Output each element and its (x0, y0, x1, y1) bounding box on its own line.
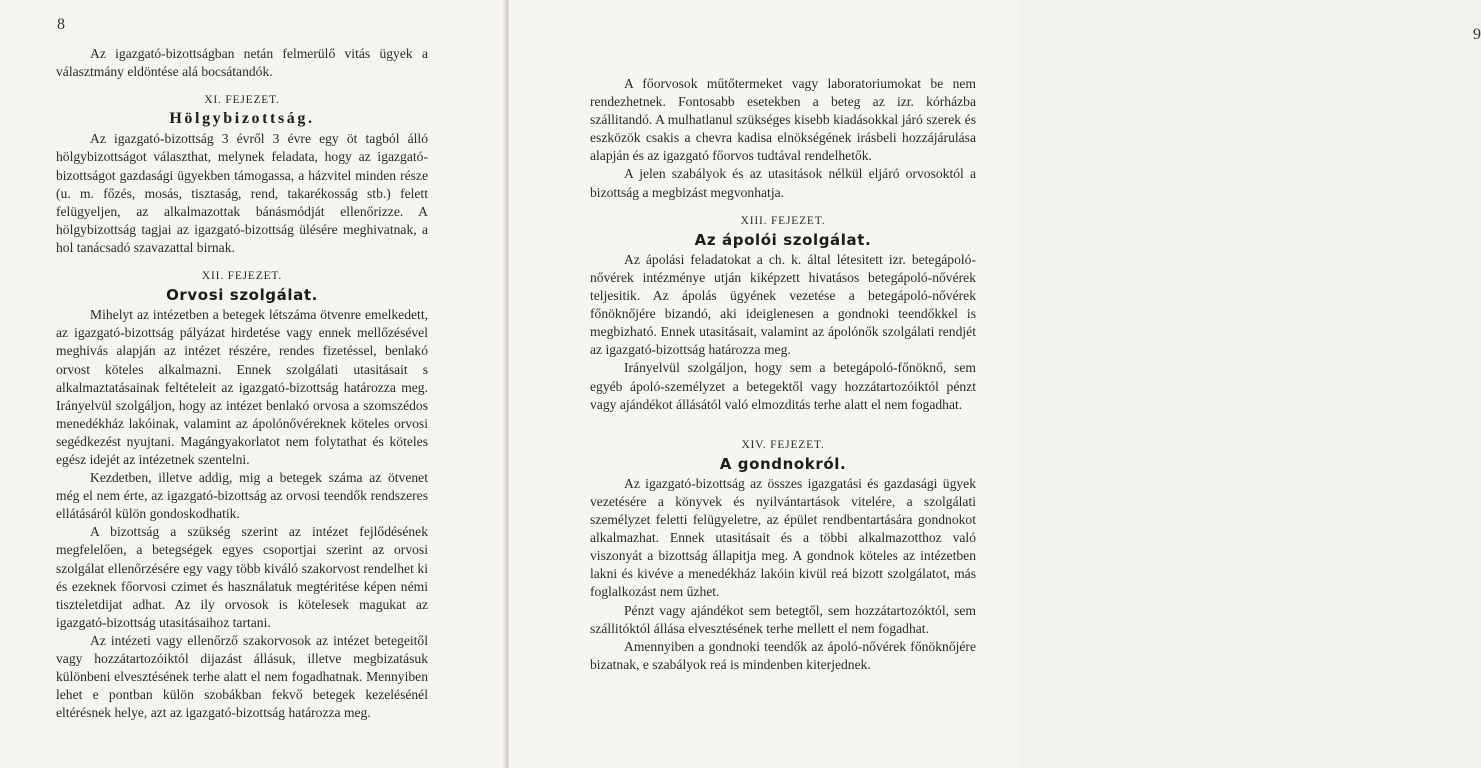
left-text-column (56, 45, 428, 722)
chapter-xiv-paragraph-1: Az igazgató-bizottság az összes igazgatási és gazdasági ügyek vezetésére a könyvek és nyilvántartások vitelére, a szolgálati személyzet feletti felügyeletre, az épület rendbentartására gondnokot alkalmazhat. Ennek utasitásait és a többi alkalmazotthoz való viszonyát a bizottság állapitja meg. A gondnok köteles az intézetben lakni és kivéve a menedékház lakóin kivül reá bizott szolgálatot, más foglalkozást nem űzhet. (590, 475, 976, 600)
chapter-xiv-title: A gondnokról. (719, 454, 847, 473)
page-number-right: 9 (1473, 26, 1481, 43)
chapter-xiii-paragraph-2: Irányelvül szolgáljon, hogy sem a betegápoló-főnöknő, sem egyéb ápoló-személyzet a betegektől vagy hozzátartozóiktól pénzt vagy ajándékot állásától való elmozditás terhe alatt el nem fogadhat. (590, 360, 976, 412)
chapter-xiii-label: XIII. FEJEZET. (740, 214, 826, 227)
chapter-xi-label: XI. FEJEZET. (204, 94, 280, 107)
chapter-xiv-paragraph-3: Amennyiben a gondnoki teendők az ápoló-nővérek főnöknőjére bizatnak, e szabályok reá is mindenben kiterjednek. (590, 638, 976, 672)
continued-paragraph-2: A jelen szabályok és az utasitások nélkül eljáró orvosoktól a bizottság a megbizást megvonhatja. (590, 166, 976, 200)
chapter-xii-paragraph-3: A bizottság a szükség szerint az intézet fejlődésének megfelelően, a betegségek egyes csoportjai szerint az orvosi szolgálat ellenőrzésére egy vagy több kiváló szakorvost rendelhet ki és ezeknek főorvosi czimet és használatuk megtéritése képen némi tiszteletdijat adhat. Az ily orvosok is kötelesek magukat az igazgató-bizottság utasitásaihoz tartani. (56, 524, 428, 630)
chapter-xii-label: XII. FEJEZET. (201, 270, 283, 283)
chapter-xiii-title: Az ápolói szolgálat. (694, 230, 872, 249)
chapter-xi-paragraph: Az igazgató-bizottság 3 évről 3 évre egy öt tagból álló hölgybizottságot választhat, melynek feladata, hogy az igazgató-bizottságot gazdasági ügyekben támogassa, a házvitel minden része (u. m. főzés, mosás, tisztaság, rend, takarékosság stb.) felett felügyeljen, az alkalmazottak bánásmódját ellenőrizze. A hölgybizottság tagjai az igazgató-bizottság ülésére meghivatnak, a hol tanácsadó szavazattal birnak. (56, 131, 428, 255)
intro-paragraph: Az igazgató-bizottságban netán felmerülő vitás ügyek a választmány eldöntése alá bocsátandók. (56, 46, 428, 80)
chapter-xii-paragraph-4: Az intézeti vagy ellenőrző szakorvosok az intézet betegeitől vagy hozzátartozóiktól dijazást állásuk, illetve megbizatásuk különbeni elvesztésének terhe alatt el nem fogadhatnak. Mennyiben lehet e pontban külön szobákban fekvő betegek kezelésénél eltérésnek helye, azt az igazgató-bizottság határozza meg. (56, 632, 428, 721)
chapter-xii-paragraph-1: Mihelyt az intézetben a betegek létszáma ötvenre emelkedett, az igazgató-bizottság pályázat hirdetése vagy ennek mellőzésével meghivás alapján az intézet részére, rendes fizetéssel, benlakó orvost köteles alkalmazni. Ennek szolgálati utasitásait s alkalmaztatásainak feltételeit az igazgató-bizottság határozza meg. Irányelvül szolgáljon, hogy az intézet benlakó orvosa a szomszédos menedékház lakóinak, valamint az ápolónővéreknek köteles orvosi segédkezést nyujtani. Magángyakorlatot nem folytathat és köteles egész idejét az intézetnek szentelni. (56, 307, 428, 467)
right-text-column (590, 75, 976, 674)
chapter-xii-paragraph-2: Kezdetben, illetve addig, mig a betegek száma az ötvenet még el nem érte, az igazgató-bizottság az orvosi teendők rendszeres ellátásáról külön gondoskodhatik. (56, 470, 428, 522)
chapter-xiv-label: XIV. FEJEZET. (741, 438, 825, 451)
left-page (0, 0, 506, 768)
continued-paragraph-1: A főorvosok műtőtermeket vagy laboratoriumokat be nem rendezhetnek. Fontosabb esetekben a beteg az izr. kórházba szállitandó. A mulhatlanul szükséges kisebb kiadásokkal járó szerek és eszközök csakis a chevra kadisa elnökségének irásbeli hozzájárulása alapján és az igazgató főorvos tudtával rendelhetők. (590, 76, 976, 164)
chapter-xi-title: Hölgybizottság. (169, 110, 315, 128)
chapter-xii-title: Orvosi szolgálat. (166, 286, 318, 305)
chapter-xiii-paragraph-1: Az ápolási feladatokat a ch. k. által létesitett izr. betegápoló-nővérek intézménye utján kiképzett hivatásos betegápoló-nővérek teljesitik. Az ápolás ügyének vezetése a betegápoló-nővérek főnöknőjére bizandó, aki ideiglenesen a gondnoki teendőkkel is megbizható. Ennek utasitásait, valamint az ápolónők szolgálati rendjét az igazgató-bizottság határozza meg. (590, 251, 976, 358)
chapter-xiv-paragraph-2: Pénzt vagy ajándékot sem betegtől, sem hozzátartozóktól, sem szállitóktól állása elvesztésének terhe mellett el nem fogadhat. (590, 602, 976, 636)
page-number-left: 8 (57, 16, 65, 33)
